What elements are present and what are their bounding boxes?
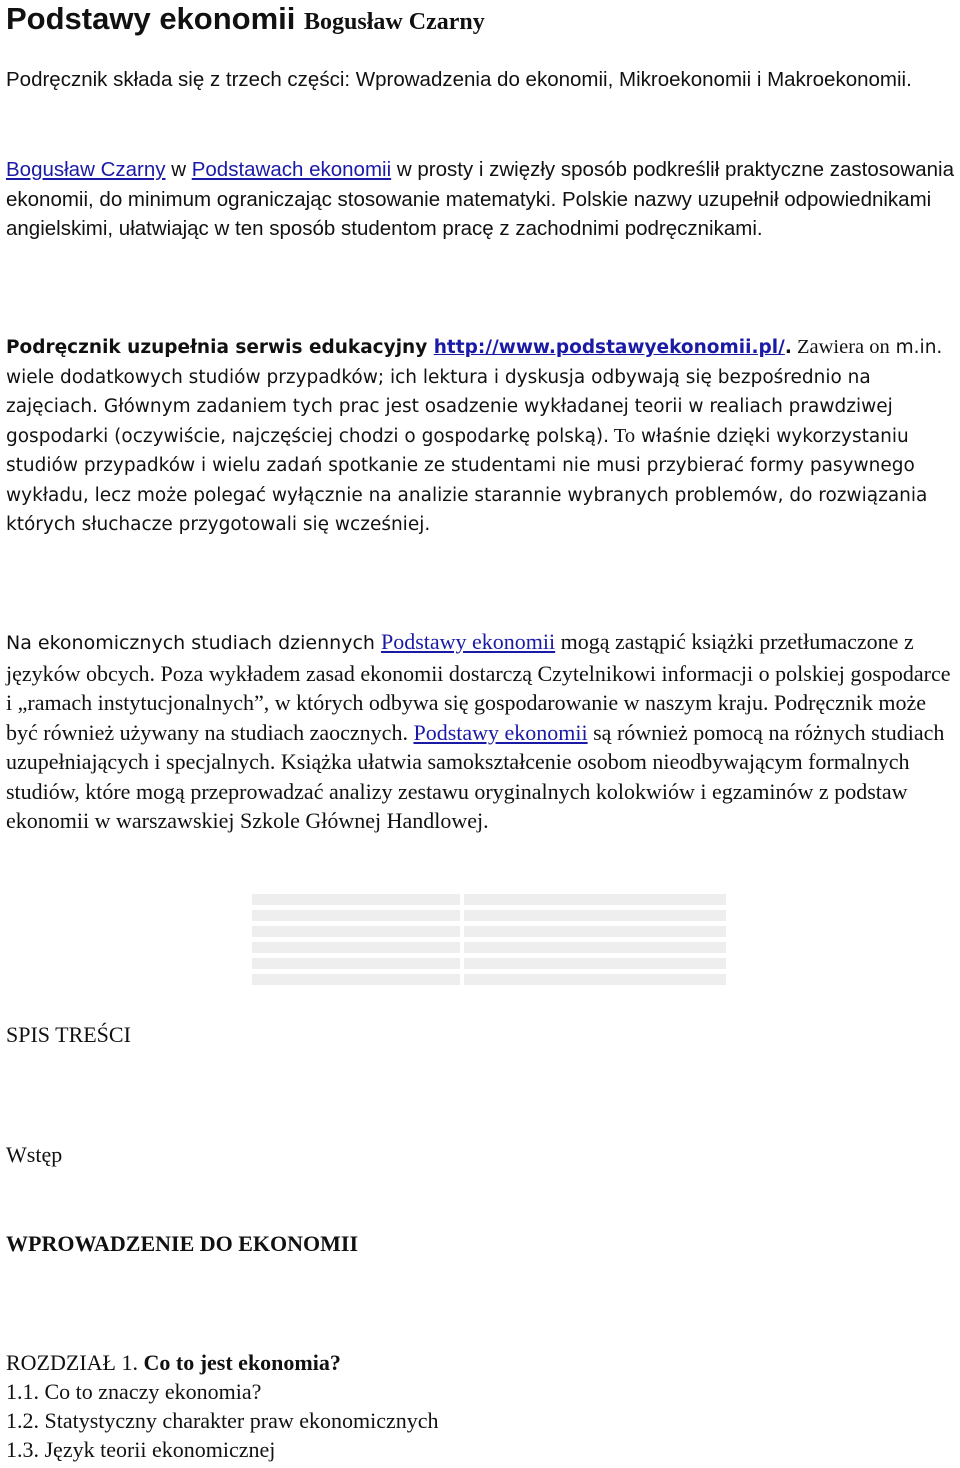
placeholder-row xyxy=(252,926,730,937)
placeholder-bar xyxy=(464,910,726,921)
website-text: m.in. wiele dodatkowych studiów przypadków; ich lektura i dyskusja odbywają się bezpośrednio na zajęciach. Głównym zadaniem tych prac jest osadzenie wykładanej teorii w realiach prawdziwej gospodarki (oczywiście, najczęściej chodzi o gospodarkę polską). xyxy=(6,337,943,447)
placeholder-row xyxy=(252,910,730,921)
website-contains: Zawiera on xyxy=(791,336,890,358)
placeholder-bar xyxy=(464,974,726,985)
website-end: właśnie dzięki wykorzystaniu studiów przypadków i wielu zadań spotkanie ze studentami nie musi przybierać formy pasywnego wykładu, lecz może polegać wyłącznie na analizie starannie wybranych problemów, do rozwiązania których słuchacze przygotowali się wcześniej. xyxy=(6,425,928,535)
placeholder-row xyxy=(252,958,730,969)
placeholder-bar xyxy=(252,926,460,937)
website-lead: Podręcznik uzupełnia serwis edukacyjny xyxy=(6,337,434,358)
placeholder-bar xyxy=(464,926,726,937)
website-url-link[interactable]: http://www.podstawyekonomii.pl/ xyxy=(433,337,785,358)
studies-part1: Na ekonomicznych studiach dziennych xyxy=(6,632,381,654)
toc-item: 1.1. Co to znaczy ekonomia? xyxy=(6,1379,262,1404)
toc-intro: Wstęp xyxy=(6,1142,63,1167)
page-title xyxy=(6,0,485,41)
toc-chapter xyxy=(6,1348,439,1464)
intro-paragraph: Podręcznik składa się z trzech części: Wprowadzenia do ekonomii, Mikroekonomii i Makroekonomii. xyxy=(6,68,912,91)
author-link[interactable]: Bogusław Czarny xyxy=(6,158,166,181)
toc-item: 1.2. Statystyczny charakter praw ekonomicznych xyxy=(6,1408,439,1433)
placeholder-row xyxy=(252,894,730,905)
book-title: Podstawy ekonomii xyxy=(6,1,296,36)
book-link[interactable]: Podstawach ekonomii xyxy=(191,158,392,181)
toc-part-title: WPROWADZENIE DO EKONOMII xyxy=(6,1231,359,1256)
studies-part2: mogą zastąpić książki przetłumaczone z języków obcych. Poza wykładem zasad ekonomii dostarczą Czytelnikowi informacji o polskiej gospodarce i „ramach instytucjonalnych”, w których odbywa się gospodarowanie w naszym kraju. Podręcznik może być również używany na studiach zaocznych. xyxy=(6,629,951,745)
placeholder-bar xyxy=(252,894,460,905)
placeholder-bar xyxy=(252,910,460,921)
placeholder-row xyxy=(252,974,730,985)
description-w: w xyxy=(165,158,192,181)
placeholder-bar xyxy=(252,974,460,985)
description-paragraph xyxy=(6,155,956,244)
placeholder-bar xyxy=(252,942,460,953)
studies-book-link-2[interactable]: Podstawy ekonomii xyxy=(413,719,588,745)
placeholder-row xyxy=(252,942,730,953)
placeholder-bar xyxy=(464,942,726,953)
chapter-label: ROZDZIAŁ 1. xyxy=(6,1350,144,1375)
studies-part3: są również pomocą na różnych studiach uzupełniających i specjalnych. Książka ułatwia samokształcenie osobom nieodbywającym formalnych studiów, które mogą przeprowadzać analizy zestawu oryginalnych kolokwiów i egzaminów z podstaw ekonomii w warszawskiej Szkole Głównej Handlowej. xyxy=(6,719,945,833)
website-serif-tail: To xyxy=(609,424,636,447)
studies-book-link-1[interactable]: Podstawy ekonomii xyxy=(380,629,556,654)
description-text: w prosty i zwięzły sposób podkreślił praktyczne zastosowania ekonomii, do minimum ograniczając stosowanie matematyki. Polskie nazwy uzupełnił odpowiednikami angielskimi, ułatwiając w ten sposób studentom pracę z zachodnimi podręcznikami. xyxy=(6,158,954,240)
website-dot: . xyxy=(784,337,792,358)
placeholder-bar xyxy=(464,958,726,969)
toc-item: 1.3. Język teorii ekonomicznej xyxy=(6,1437,276,1462)
placeholder-bar xyxy=(252,958,460,969)
studies-paragraph xyxy=(6,627,956,836)
website-paragraph xyxy=(6,333,956,540)
placeholder-bar xyxy=(464,894,726,905)
chapter-heading xyxy=(6,1348,439,1377)
image-placeholder xyxy=(252,894,730,990)
toc-heading: SPIS TREŚCI xyxy=(6,1022,131,1047)
book-author: Bogusław Czarny xyxy=(304,9,485,35)
chapter-title: Co to jest ekonomia? xyxy=(143,1350,341,1375)
